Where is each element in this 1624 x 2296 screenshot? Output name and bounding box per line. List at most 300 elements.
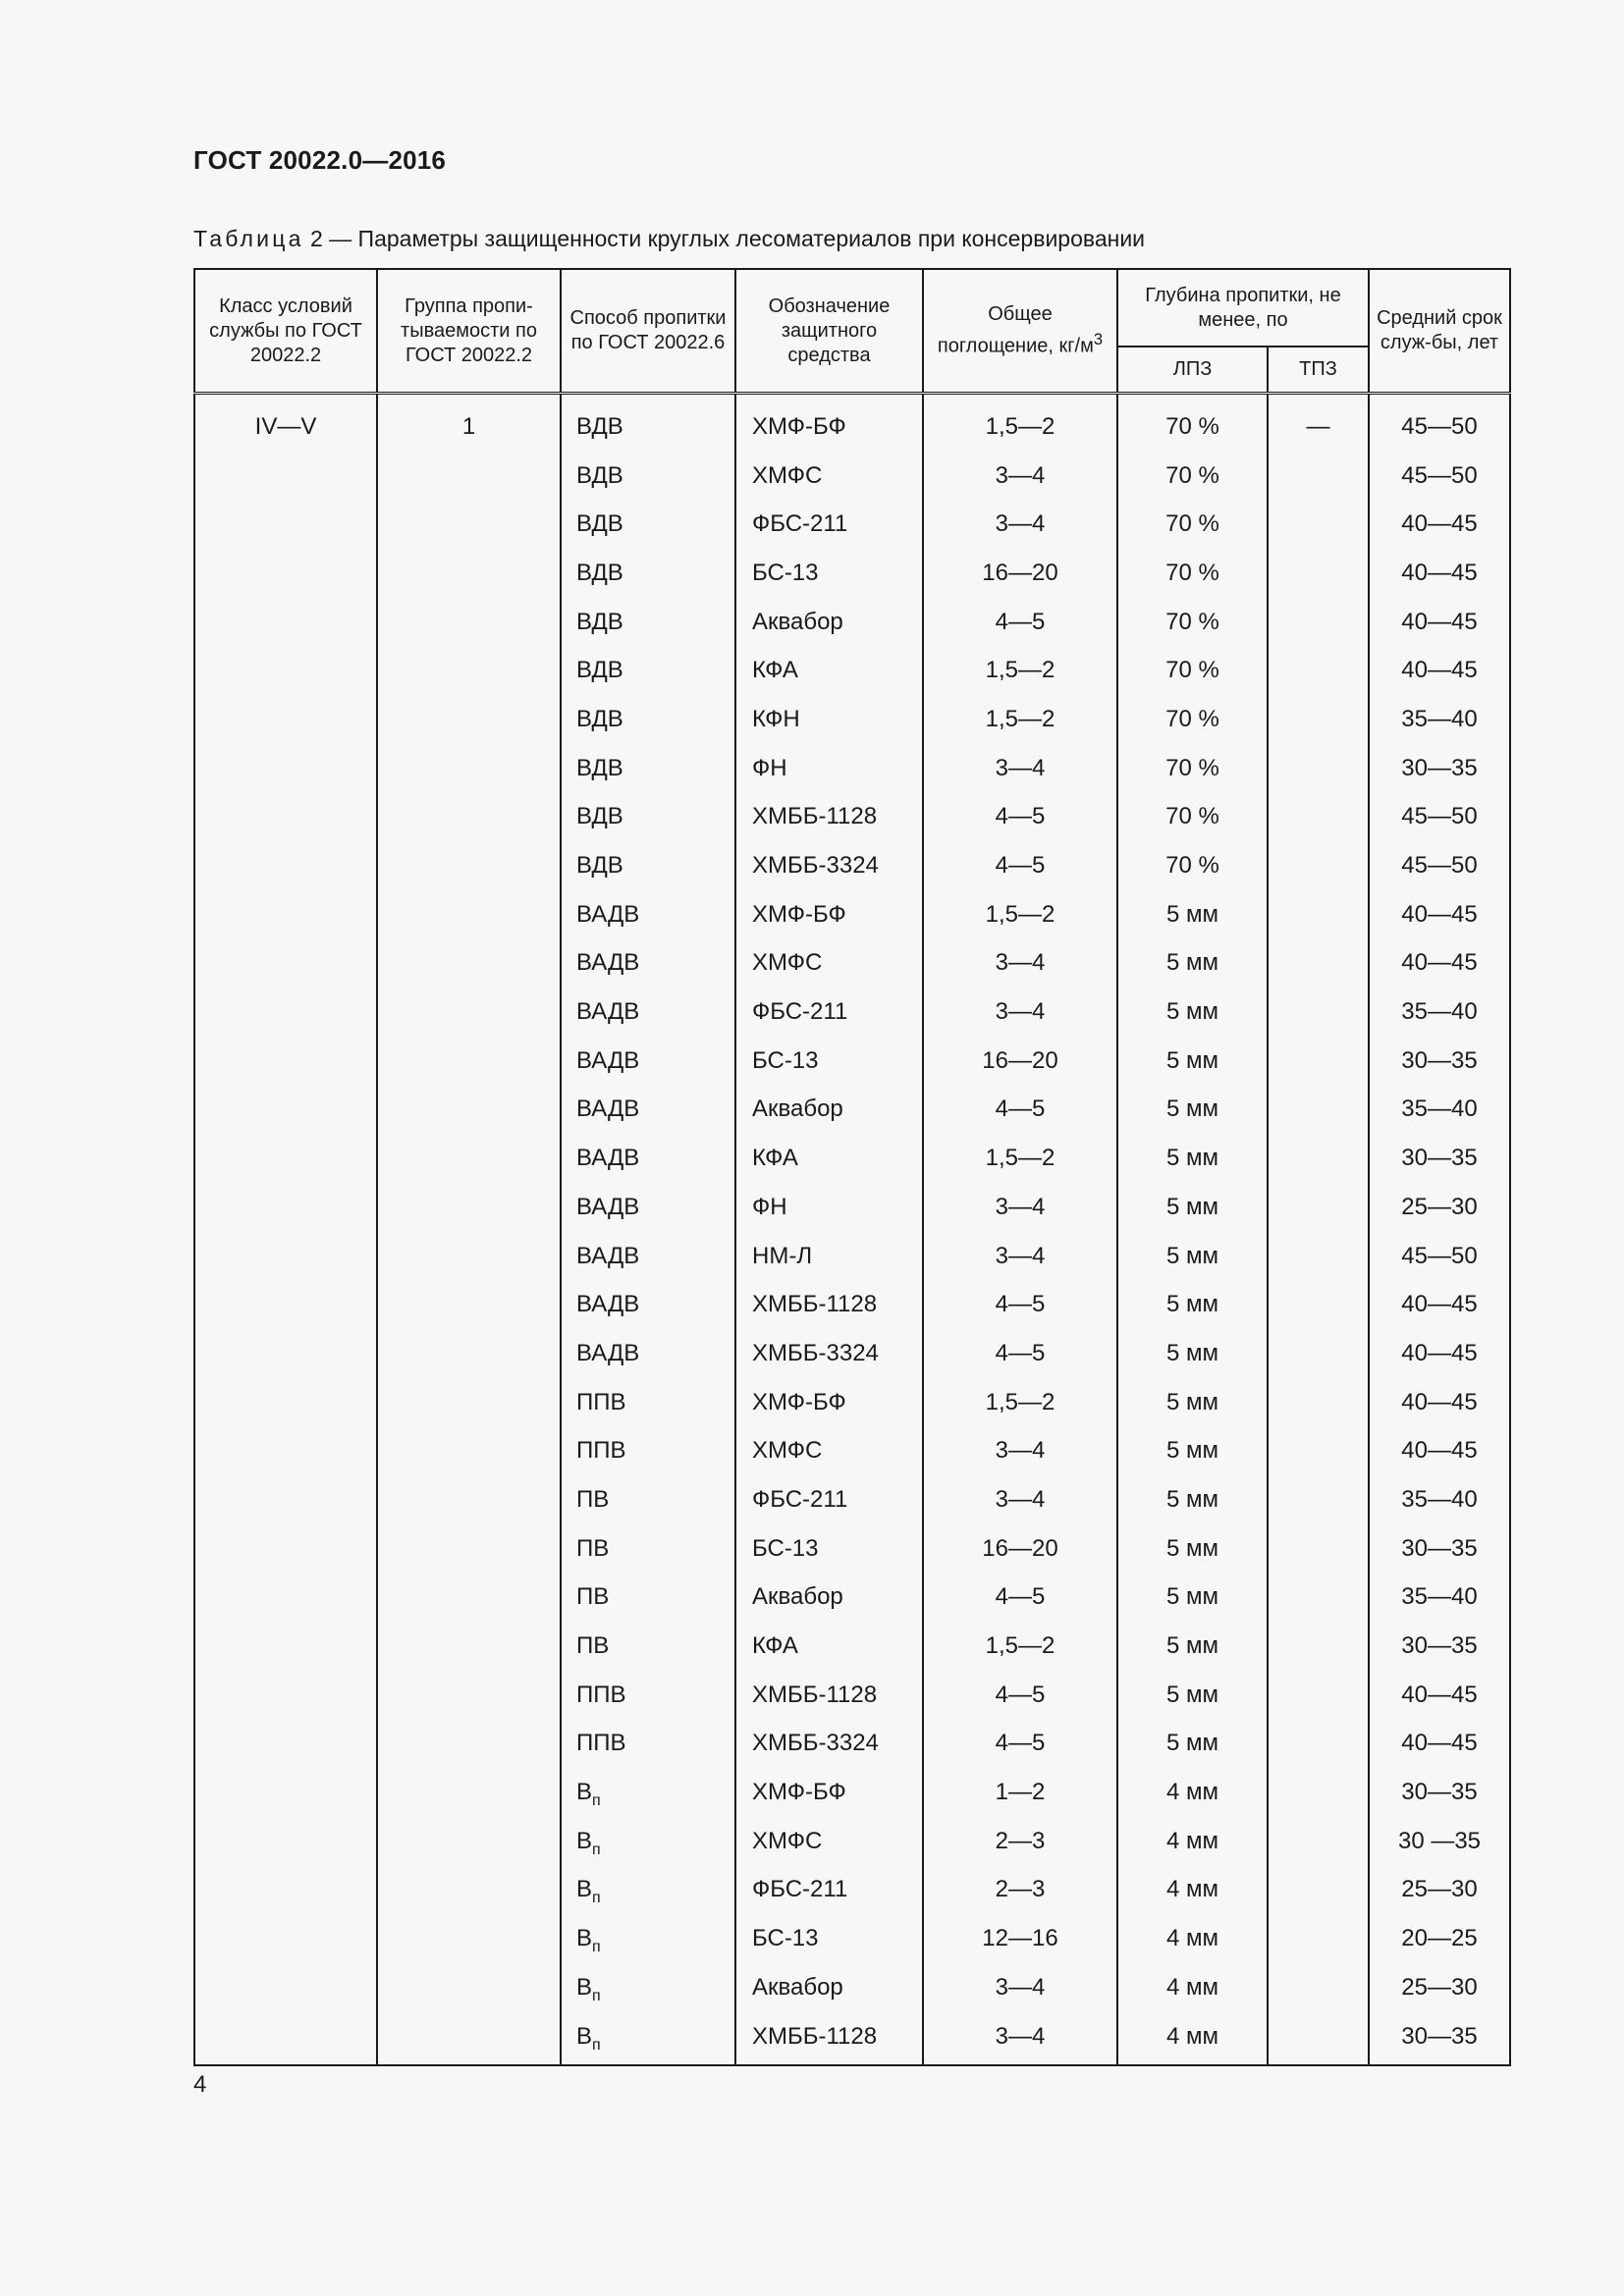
cell-impregnability-group: [377, 695, 561, 744]
cell-absorption: 3—4: [923, 1232, 1117, 1281]
table-row: [194, 1475, 1510, 1524]
cell-method: [561, 2012, 735, 2066]
method-subscript: п: [592, 1987, 601, 2004]
table-row: [194, 646, 1510, 695]
cell-impregnability-group: [377, 1086, 561, 1135]
cell-lpz: 70 %: [1117, 394, 1268, 452]
cell-impregnability-group: [377, 939, 561, 988]
method-text: В: [576, 1925, 593, 1952]
header-absorption-text: Общее поглощение, кг/м: [937, 303, 1094, 357]
cell-lpz: 5 мм: [1117, 890, 1268, 939]
cell-method: [561, 1232, 735, 1281]
cell-lpz: 5 мм: [1117, 1524, 1268, 1574]
cell-agent: ХМББ-1128: [735, 2012, 923, 2066]
cell-service-class: [194, 1914, 377, 1963]
cell-lifetime: 35—40: [1369, 1086, 1510, 1135]
cell-lifetime: 40—45: [1369, 1671, 1510, 1720]
cell-lpz: 70 %: [1117, 598, 1268, 647]
cell-tpz: [1268, 500, 1369, 549]
cell-impregnability-group: [377, 549, 561, 598]
cell-tpz: [1268, 1232, 1369, 1281]
cell-absorption: 1,5—2: [923, 1134, 1117, 1183]
method-text: В: [576, 1779, 593, 1806]
cell-tpz: [1268, 939, 1369, 988]
table-row: [194, 1720, 1510, 1769]
method-text: ППВ: [576, 1388, 626, 1415]
cell-agent: ХМББ-1128: [735, 793, 923, 842]
cell-impregnability-group: [377, 1720, 561, 1769]
header-impregnability-group: Группа пропи-тываемости по ГОСТ 20022.2: [377, 269, 561, 394]
header-tpz: ТПЗ: [1268, 347, 1369, 393]
cell-lpz: 70 %: [1117, 841, 1268, 890]
cell-method: [561, 1280, 735, 1329]
cell-lifetime: 40—45: [1369, 1378, 1510, 1427]
cell-lifetime: 40—45: [1369, 1720, 1510, 1769]
cell-lifetime: 30—35: [1369, 1768, 1510, 1817]
table-row: [194, 1622, 1510, 1671]
method-text: ПВ: [576, 1583, 610, 1611]
cell-absorption: 4—5: [923, 793, 1117, 842]
cell-lifetime: 40—45: [1369, 598, 1510, 647]
method-text: ВДВ: [576, 803, 623, 830]
table-row: [194, 1524, 1510, 1574]
cell-absorption: 16—20: [923, 549, 1117, 598]
cell-tpz: [1268, 1622, 1369, 1671]
method-text: ВАДВ: [576, 949, 640, 977]
cell-lifetime: 40—45: [1369, 1280, 1510, 1329]
cell-lpz: 70 %: [1117, 452, 1268, 501]
method-text: ПВ: [576, 1534, 610, 1562]
table-row: [194, 500, 1510, 549]
cell-method: [561, 744, 735, 793]
method-text: ПВ: [576, 1485, 610, 1513]
cell-lpz: 70 %: [1117, 549, 1268, 598]
table-body: [194, 394, 1510, 2066]
table-row: [194, 2012, 1510, 2066]
cell-service-class: [194, 1768, 377, 1817]
cell-tpz: [1268, 1280, 1369, 1329]
table-row: [194, 695, 1510, 744]
cell-tpz: [1268, 793, 1369, 842]
cell-service-class: IV—V: [194, 394, 377, 452]
cell-tpz: [1268, 549, 1369, 598]
cell-method: [561, 1475, 735, 1524]
method-text: ВАДВ: [576, 1095, 640, 1123]
cell-service-class: [194, 939, 377, 988]
cell-absorption: 3—4: [923, 1963, 1117, 2012]
cell-impregnability-group: [377, 1524, 561, 1574]
cell-lifetime: 30—35: [1369, 1622, 1510, 1671]
cell-lifetime: 30—35: [1369, 2012, 1510, 2066]
cell-tpz: [1268, 695, 1369, 744]
table-row: [194, 939, 1510, 988]
cell-absorption: 4—5: [923, 1671, 1117, 1720]
table-row: [194, 1037, 1510, 1086]
header-method: Способ пропитки по ГОСТ 20022.6: [561, 269, 735, 394]
cell-lpz: 5 мм: [1117, 988, 1268, 1037]
cell-lpz: 70 %: [1117, 744, 1268, 793]
table-row: [194, 1329, 1510, 1378]
cell-lifetime: 40—45: [1369, 890, 1510, 939]
method-subscript: п: [592, 1841, 601, 1858]
cell-lpz: 70 %: [1117, 646, 1268, 695]
cell-method: [561, 939, 735, 988]
cell-lifetime: 20—25: [1369, 1914, 1510, 1963]
header-agent: Обозначение защитного средства: [735, 269, 923, 394]
cell-lifetime: 25—30: [1369, 1963, 1510, 2012]
cell-agent: ФБС-211: [735, 500, 923, 549]
cell-agent: ХМББ-3324: [735, 1720, 923, 1769]
cell-method: [561, 1426, 735, 1475]
table-row: [194, 1574, 1510, 1623]
table-row: [194, 1134, 1510, 1183]
cell-lifetime: 35—40: [1369, 988, 1510, 1037]
table-row: [194, 598, 1510, 647]
cell-lpz: 4 мм: [1117, 1963, 1268, 2012]
table-row: [194, 1232, 1510, 1281]
cell-service-class: [194, 646, 377, 695]
cell-impregnability-group: [377, 841, 561, 890]
method-text: ВДВ: [576, 705, 623, 732]
cell-service-class: [194, 1671, 377, 1720]
cell-lpz: 70 %: [1117, 695, 1268, 744]
cell-impregnability-group: [377, 1768, 561, 1817]
cell-lifetime: 45—50: [1369, 841, 1510, 890]
cell-lifetime: 40—45: [1369, 1329, 1510, 1378]
cell-agent: БС-13: [735, 549, 923, 598]
cell-tpz: [1268, 1574, 1369, 1623]
cell-tpz: [1268, 841, 1369, 890]
cell-lifetime: 45—50: [1369, 793, 1510, 842]
method-text: ВАДВ: [576, 998, 640, 1026]
cell-lpz: 5 мм: [1117, 1037, 1268, 1086]
cell-impregnability-group: [377, 1622, 561, 1671]
cell-impregnability-group: [377, 598, 561, 647]
cell-lpz: 5 мм: [1117, 1280, 1268, 1329]
cell-impregnability-group: [377, 1671, 561, 1720]
cell-service-class: [194, 988, 377, 1037]
cell-absorption: 1,5—2: [923, 394, 1117, 452]
cell-lpz: 5 мм: [1117, 1183, 1268, 1232]
cell-tpz: [1268, 646, 1369, 695]
header-depth: Глубина пропитки, не менее, по: [1117, 269, 1369, 347]
cell-impregnability-group: [377, 500, 561, 549]
method-text: ВАДВ: [576, 1291, 640, 1318]
cell-agent: ХМФС: [735, 939, 923, 988]
table-row: [194, 1817, 1510, 1866]
cell-agent: ХМФС: [735, 1817, 923, 1866]
cell-impregnability-group: [377, 1280, 561, 1329]
cell-agent: ХМББ-3324: [735, 1329, 923, 1378]
cell-tpz: [1268, 1183, 1369, 1232]
method-subscript: п: [592, 1890, 601, 1907]
cell-method: [561, 452, 735, 501]
table-row: [194, 1280, 1510, 1329]
cell-tpz: [1268, 452, 1369, 501]
table-row: [194, 1768, 1510, 1817]
method-subscript: п: [592, 1939, 601, 1956]
cell-service-class: [194, 500, 377, 549]
cell-tpz: [1268, 1671, 1369, 1720]
table-row: [194, 744, 1510, 793]
method-text: ППВ: [576, 1730, 626, 1757]
cell-method: [561, 793, 735, 842]
cell-lifetime: 35—40: [1369, 1475, 1510, 1524]
cell-impregnability-group: [377, 646, 561, 695]
table-row: [194, 452, 1510, 501]
cell-agent: ХМФ-БФ: [735, 394, 923, 452]
cell-impregnability-group: [377, 1475, 561, 1524]
cell-method: [561, 500, 735, 549]
cell-service-class: [194, 1134, 377, 1183]
cell-lifetime: 30—35: [1369, 1524, 1510, 1574]
cell-service-class: [194, 1817, 377, 1866]
cell-impregnability-group: [377, 793, 561, 842]
cell-impregnability-group: [377, 452, 561, 501]
table-row: [194, 1963, 1510, 2012]
cell-tpz: [1268, 1524, 1369, 1574]
cell-method: [561, 1183, 735, 1232]
cell-agent: БС-13: [735, 1524, 923, 1574]
cell-lpz: 5 мм: [1117, 1232, 1268, 1281]
method-text: ВАДВ: [576, 1242, 640, 1269]
table-row: [194, 1866, 1510, 1915]
cell-tpz: [1268, 1134, 1369, 1183]
method-text: ВАДВ: [576, 1046, 640, 1074]
cell-service-class: [194, 744, 377, 793]
cell-tpz: [1268, 1475, 1369, 1524]
method-text: ВДВ: [576, 559, 623, 586]
cell-absorption: 16—20: [923, 1524, 1117, 1574]
cell-lifetime: 40—45: [1369, 500, 1510, 549]
cell-lifetime: 30 —35: [1369, 1817, 1510, 1866]
cell-lpz: 5 мм: [1117, 1378, 1268, 1427]
cell-method: [561, 890, 735, 939]
cell-agent: КФН: [735, 695, 923, 744]
cell-absorption: 3—4: [923, 452, 1117, 501]
document-code: ГОСТ 20022.0—2016: [193, 145, 447, 175]
method-subscript: п: [592, 2036, 601, 2054]
cell-lifetime: 45—50: [1369, 394, 1510, 452]
cell-lpz: 4 мм: [1117, 1768, 1268, 1817]
cell-absorption: 2—3: [923, 1866, 1117, 1915]
header-absorption-sup: 3: [1093, 330, 1104, 349]
cell-service-class: [194, 1086, 377, 1135]
cell-method: [561, 1329, 735, 1378]
cell-service-class: [194, 2012, 377, 2066]
cell-method: [561, 1866, 735, 1915]
cell-tpz: [1268, 1768, 1369, 1817]
cell-service-class: [194, 793, 377, 842]
cell-service-class: [194, 1963, 377, 2012]
cell-impregnability-group: [377, 1574, 561, 1623]
method-text: В: [576, 1973, 593, 2001]
cell-method: [561, 1037, 735, 1086]
cell-lifetime: 45—50: [1369, 1232, 1510, 1281]
table-row: [194, 549, 1510, 598]
method-text: ВДВ: [576, 608, 623, 635]
cell-lifetime: 30—35: [1369, 1037, 1510, 1086]
cell-method: [561, 1671, 735, 1720]
cell-lpz: 4 мм: [1117, 1866, 1268, 1915]
cell-tpz: [1268, 890, 1369, 939]
method-text: ВАДВ: [576, 1145, 640, 1172]
cell-agent: ФБС-211: [735, 1475, 923, 1524]
method-text: ВАДВ: [576, 1193, 640, 1220]
table-row: [194, 1378, 1510, 1427]
cell-agent: ХМББ-1128: [735, 1280, 923, 1329]
cell-lifetime: 30—35: [1369, 1134, 1510, 1183]
cell-method: [561, 1720, 735, 1769]
cell-method: [561, 1914, 735, 1963]
table-row: [194, 1086, 1510, 1135]
cell-lpz: 4 мм: [1117, 1817, 1268, 1866]
cell-impregnability-group: [377, 890, 561, 939]
cell-agent: БС-13: [735, 1037, 923, 1086]
cell-impregnability-group: [377, 1426, 561, 1475]
cell-agent: ХМФС: [735, 452, 923, 501]
cell-agent: ХМФС: [735, 1426, 923, 1475]
method-text: ВДВ: [576, 754, 623, 781]
method-text: ВАДВ: [576, 900, 640, 928]
cell-absorption: 4—5: [923, 1720, 1117, 1769]
method-text: ВАДВ: [576, 1339, 640, 1366]
cell-lifetime: 35—40: [1369, 1574, 1510, 1623]
cell-absorption: 4—5: [923, 841, 1117, 890]
cell-agent: ХМФ-БФ: [735, 1768, 923, 1817]
cell-absorption: 3—4: [923, 1183, 1117, 1232]
cell-method: [561, 1622, 735, 1671]
cell-impregnability-group: [377, 1378, 561, 1427]
cell-impregnability-group: [377, 1183, 561, 1232]
cell-service-class: [194, 1524, 377, 1574]
cell-tpz: [1268, 988, 1369, 1037]
cell-lpz: 5 мм: [1117, 1622, 1268, 1671]
cell-absorption: 16—20: [923, 1037, 1117, 1086]
cell-agent: ХМББ-1128: [735, 1671, 923, 1720]
cell-agent: КФА: [735, 646, 923, 695]
cell-impregnability-group: [377, 1914, 561, 1963]
cell-tpz: [1268, 2012, 1369, 2066]
cell-agent: ХМФ-БФ: [735, 1378, 923, 1427]
cell-tpz: [1268, 744, 1369, 793]
protection-parameters-table: [193, 268, 1509, 2054]
cell-service-class: [194, 1037, 377, 1086]
cell-tpz: [1268, 1378, 1369, 1427]
method-text: ППВ: [576, 1437, 626, 1465]
table-row: [194, 988, 1510, 1037]
cell-absorption: 1—2: [923, 1768, 1117, 1817]
cell-method: [561, 1524, 735, 1574]
header-lpz: ЛПЗ: [1117, 347, 1268, 393]
cell-agent: ФБС-211: [735, 988, 923, 1037]
cell-impregnability-group: [377, 1866, 561, 1915]
cell-impregnability-group: [377, 1963, 561, 2012]
cell-lpz: 70 %: [1117, 500, 1268, 549]
cell-agent: Аквабор: [735, 1963, 923, 2012]
cell-impregnability-group: [377, 744, 561, 793]
cell-absorption: 4—5: [923, 1574, 1117, 1623]
cell-absorption: 3—4: [923, 2012, 1117, 2066]
cell-absorption: 4—5: [923, 598, 1117, 647]
table-caption-text: 2 — Параметры защищенности круглых лесоматериалов при консервировании: [303, 226, 1146, 251]
cell-agent: ХМББ-3324: [735, 841, 923, 890]
cell-service-class: [194, 1280, 377, 1329]
cell-tpz: [1268, 598, 1369, 647]
cell-service-class: [194, 1622, 377, 1671]
cell-absorption: 1,5—2: [923, 695, 1117, 744]
cell-method: [561, 598, 735, 647]
cell-lifetime: 45—50: [1369, 452, 1510, 501]
cell-agent: ФН: [735, 1183, 923, 1232]
cell-method: [561, 841, 735, 890]
cell-tpz: —: [1268, 394, 1369, 452]
method-subscript: п: [592, 1792, 601, 1810]
cell-impregnability-group: [377, 1134, 561, 1183]
cell-tpz: [1268, 1037, 1369, 1086]
cell-absorption: 2—3: [923, 1817, 1117, 1866]
cell-lpz: 5 мм: [1117, 939, 1268, 988]
cell-tpz: [1268, 1866, 1369, 1915]
table-row: [194, 1914, 1510, 1963]
cell-method: [561, 394, 735, 452]
method-text: ВДВ: [576, 657, 623, 684]
cell-lifetime: 30—35: [1369, 744, 1510, 793]
cell-impregnability-group: [377, 988, 561, 1037]
cell-absorption: 3—4: [923, 744, 1117, 793]
cell-absorption: 3—4: [923, 939, 1117, 988]
cell-absorption: 3—4: [923, 500, 1117, 549]
cell-tpz: [1268, 1720, 1369, 1769]
cell-lpz: 5 мм: [1117, 1720, 1268, 1769]
cell-agent: ХМФ-БФ: [735, 890, 923, 939]
method-text: ВДВ: [576, 852, 623, 880]
method-text: В: [576, 2022, 593, 2050]
cell-service-class: [194, 890, 377, 939]
header-service-class: Класс условий службы по ГОСТ 20022.2: [194, 269, 377, 394]
cell-lpz: 4 мм: [1117, 1914, 1268, 1963]
cell-service-class: [194, 695, 377, 744]
cell-lifetime: 40—45: [1369, 939, 1510, 988]
cell-agent: БС-13: [735, 1914, 923, 1963]
cell-agent: ФБС-211: [735, 1866, 923, 1915]
cell-absorption: 3—4: [923, 1475, 1117, 1524]
cell-lpz: 5 мм: [1117, 1134, 1268, 1183]
cell-impregnability-group: [377, 1329, 561, 1378]
cell-tpz: [1268, 1817, 1369, 1866]
cell-lpz: 5 мм: [1117, 1475, 1268, 1524]
table-caption: [193, 226, 1145, 252]
cell-impregnability-group: [377, 2012, 561, 2066]
cell-method: [561, 1134, 735, 1183]
cell-service-class: [194, 1329, 377, 1378]
cell-absorption: 4—5: [923, 1329, 1117, 1378]
cell-method: [561, 695, 735, 744]
cell-lifetime: 40—45: [1369, 1426, 1510, 1475]
cell-agent: КФА: [735, 1622, 923, 1671]
cell-absorption: 1,5—2: [923, 646, 1117, 695]
method-text: ВДВ: [576, 510, 623, 538]
header-lifetime: Средний срок служ-бы, лет: [1369, 269, 1510, 394]
cell-service-class: [194, 1232, 377, 1281]
page-number: 4: [193, 2071, 207, 2098]
cell-agent: НМ-Л: [735, 1232, 923, 1281]
cell-impregnability-group: 1: [377, 394, 561, 452]
cell-service-class: [194, 1574, 377, 1623]
cell-absorption: 1,5—2: [923, 890, 1117, 939]
cell-lifetime: 40—45: [1369, 549, 1510, 598]
cell-lpz: 5 мм: [1117, 1086, 1268, 1135]
